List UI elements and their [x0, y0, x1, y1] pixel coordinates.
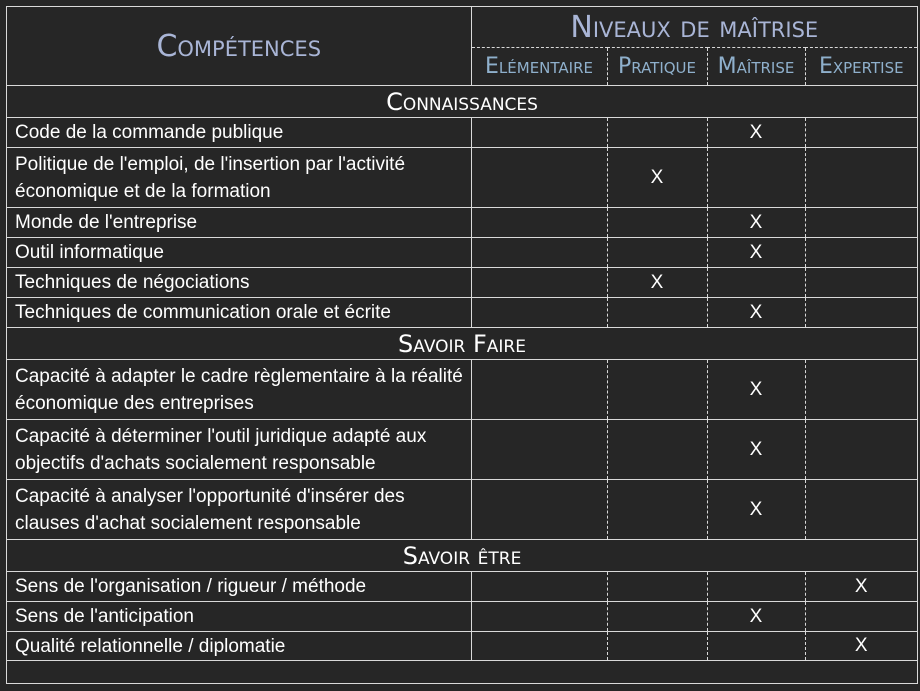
competency-label: Capacité à adapter le cadre règlementaire à la réalité économique des entreprises [7, 360, 471, 420]
competency-table-frame [6, 6, 918, 684]
level-maitrise-cell: X [707, 602, 805, 632]
table-row [7, 420, 917, 480]
table-row [7, 632, 917, 661]
level-elementaire-cell [471, 602, 607, 632]
level-pratique-cell [607, 480, 707, 540]
level-pratique-cell [607, 208, 707, 238]
competency-label: Outil informatique [7, 238, 471, 268]
section-row [7, 86, 917, 118]
table-row [7, 238, 917, 268]
level-pratique-cell [607, 360, 707, 420]
level-elementaire-cell [471, 480, 607, 540]
level-expertise-cell [805, 268, 917, 298]
level-elementaire-cell [471, 238, 607, 268]
table-row [7, 480, 917, 540]
competency-label: Techniques de négociations [7, 268, 471, 298]
header-competences: Compétences [7, 7, 471, 86]
level-maitrise-cell [707, 268, 805, 298]
header-level-pratique: Pratique [607, 48, 707, 86]
level-elementaire-cell [471, 208, 607, 238]
level-maitrise-cell: X [707, 420, 805, 480]
level-pratique-cell: X [607, 268, 707, 298]
level-elementaire-cell [471, 360, 607, 420]
level-maitrise-cell [707, 148, 805, 208]
competency-label: Qualité relationnelle / diplomatie [7, 632, 471, 661]
level-maitrise-cell [707, 632, 805, 661]
table-row [7, 298, 917, 328]
level-pratique-cell [607, 420, 707, 480]
section-title: Savoir Faire [7, 328, 917, 360]
competency-label: Sens de l'anticipation [7, 602, 471, 632]
level-pratique-cell [607, 118, 707, 148]
level-expertise-cell [805, 360, 917, 420]
level-expertise-cell [805, 480, 917, 540]
level-maitrise-cell: X [707, 298, 805, 328]
table-row [7, 572, 917, 602]
table-body [7, 86, 917, 661]
table-row [7, 602, 917, 632]
level-elementaire-cell [471, 632, 607, 661]
section-row [7, 328, 917, 360]
level-maitrise-cell [707, 572, 805, 602]
level-maitrise-cell: X [707, 208, 805, 238]
level-elementaire-cell [471, 268, 607, 298]
level-expertise-cell [805, 118, 917, 148]
level-expertise-cell: X [805, 632, 917, 661]
table-row [7, 148, 917, 208]
table-row [7, 268, 917, 298]
section-title: Savoir être [7, 540, 917, 572]
header-level-expertise: Expertise [805, 48, 917, 86]
header-level-elementaire: Elémentaire [471, 48, 607, 86]
level-pratique-cell [607, 298, 707, 328]
level-elementaire-cell [471, 148, 607, 208]
header-level-maitrise: Maîtrise [707, 48, 805, 86]
table-row [7, 208, 917, 238]
level-maitrise-cell: X [707, 480, 805, 540]
level-elementaire-cell [471, 298, 607, 328]
level-pratique-cell [607, 572, 707, 602]
level-expertise-cell [805, 602, 917, 632]
competency-table [7, 7, 917, 661]
level-expertise-cell [805, 420, 917, 480]
level-maitrise-cell: X [707, 118, 805, 148]
level-expertise-cell: X [805, 572, 917, 602]
level-expertise-cell [805, 148, 917, 208]
competency-label: Politique de l'emploi, de l'insertion par l'activité économique et de la formation [7, 148, 471, 208]
level-pratique-cell: X [607, 148, 707, 208]
header-levels-title: Niveaux de maîtrise [471, 7, 917, 48]
section-row [7, 540, 917, 572]
level-expertise-cell [805, 298, 917, 328]
section-title: Connaissances [7, 86, 917, 118]
level-elementaire-cell [471, 420, 607, 480]
level-elementaire-cell [471, 118, 607, 148]
competency-label: Techniques de communication orale et écrite [7, 298, 471, 328]
level-expertise-cell [805, 208, 917, 238]
table-row [7, 360, 917, 420]
level-maitrise-cell: X [707, 360, 805, 420]
level-elementaire-cell [471, 572, 607, 602]
competency-label: Capacité à déterminer l'outil juridique adapté aux objectifs d'achats socialement responsable [7, 420, 471, 480]
level-pratique-cell [607, 238, 707, 268]
competency-label: Code de la commande publique [7, 118, 471, 148]
competency-label: Capacité à analyser l'opportunité d'insérer des clauses d'achat socialement responsable [7, 480, 471, 540]
level-expertise-cell [805, 238, 917, 268]
competency-label: Monde de l'entreprise [7, 208, 471, 238]
table-header [7, 7, 917, 86]
level-maitrise-cell: X [707, 238, 805, 268]
level-pratique-cell [607, 632, 707, 661]
table-row [7, 118, 917, 148]
competency-label: Sens de l'organisation / rigueur / méthode [7, 572, 471, 602]
level-pratique-cell [607, 602, 707, 632]
